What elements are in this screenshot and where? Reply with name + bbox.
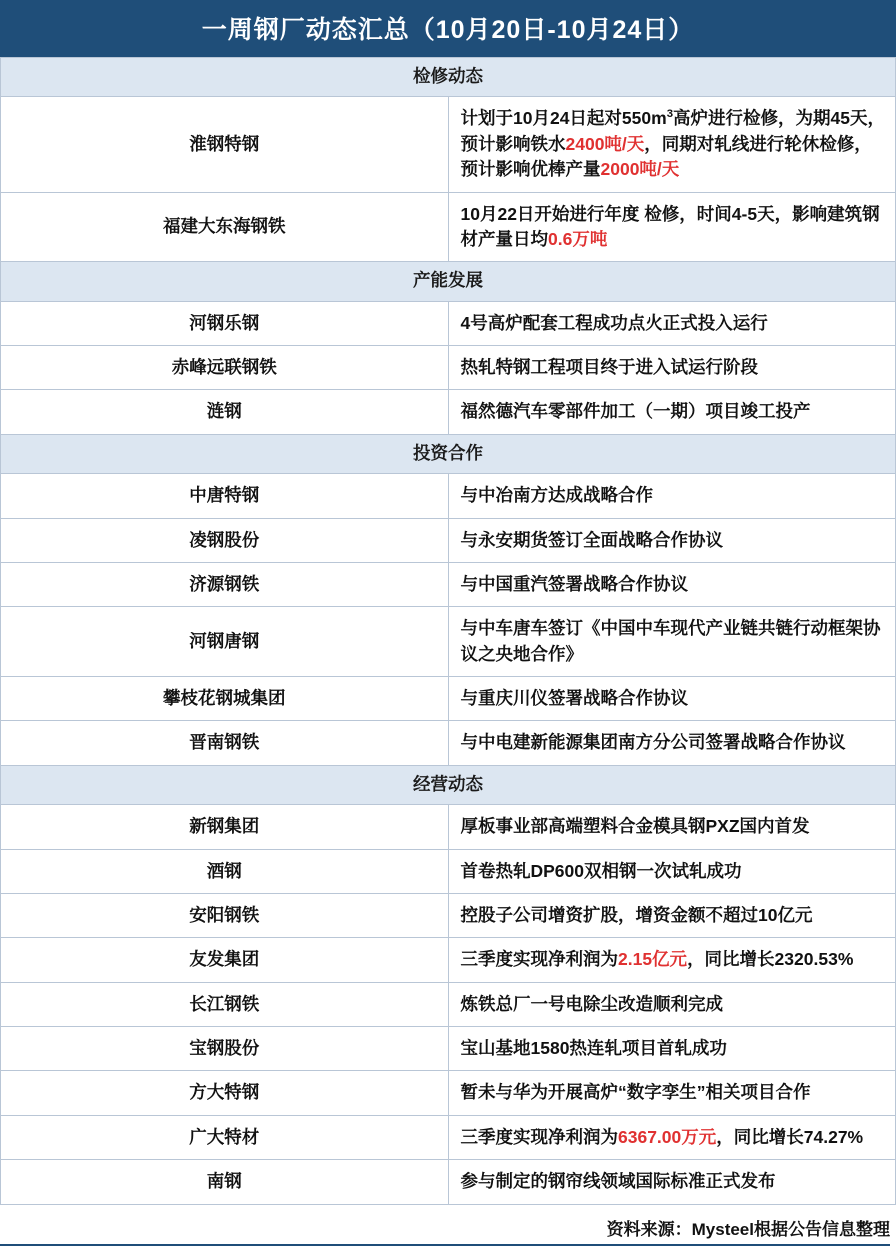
source-note: [0, 1205, 896, 1252]
company-news-text: [448, 1160, 896, 1204]
page-title: 一周钢厂动态汇总（10月20日-10月24日）: [0, 0, 896, 57]
section-heading: 产能发展: [1, 262, 896, 301]
table-row: [1, 1115, 896, 1159]
news-text-segment: 炼铁总厂一号电除尘改造顺利完成: [460, 993, 723, 1014]
news-text-segment: 首卷热轧DP600双相钢一次试轧成功: [460, 860, 742, 881]
company-name: 新钢集团: [1, 805, 449, 849]
company-news-text: [448, 301, 896, 345]
news-text-segment: 与中车唐车签订《中国中车现代产业链共链行动框架协议之央地合作》: [460, 618, 881, 664]
company-name: 福建大东海钢铁: [1, 192, 449, 262]
table-row: [1, 301, 896, 345]
news-text-segment: ，同期对轧线进行轮休检修，预计影响优棒产量: [460, 133, 872, 180]
company-news-text: [448, 97, 896, 192]
news-text-segment: 暂未与华为开展高炉“数字孪生”相关项目合作: [460, 1082, 811, 1103]
news-text-segment: 与永安期货签订全面战略合作协议: [460, 529, 723, 550]
news-text-segment: ，同比增长2320.53%: [687, 949, 854, 970]
table-row: [1, 1071, 896, 1115]
company-name: 南钢: [1, 1160, 449, 1204]
news-text-segment: ，同比增长74.27%: [716, 1126, 864, 1147]
company-news-text: [448, 518, 896, 562]
company-news-text: [448, 607, 896, 677]
table-row: [1, 721, 896, 765]
company-name: 宝钢股份: [1, 1027, 449, 1071]
table-row: [1, 1160, 896, 1204]
company-news-text: [448, 562, 896, 606]
table-row: [1, 805, 896, 849]
news-text-segment: 4号高炉配套工程成功点火正式投入运行: [460, 312, 768, 333]
news-text-segment: 三季度实现净利润为: [460, 949, 618, 970]
company-news-text: [448, 938, 896, 982]
table-body: [1, 58, 896, 1205]
news-text-segment: 与中冶南方达成战略合作: [460, 485, 653, 506]
table-row: [1, 849, 896, 893]
company-name: 河钢唐钢: [1, 607, 449, 677]
section-heading: 经营动态: [1, 765, 896, 804]
company-news-text: [448, 982, 896, 1026]
news-text-segment: 厚板事业部高端塑料合金模具钢PXZ国内首发: [460, 816, 810, 837]
company-name: 长江钢铁: [1, 982, 449, 1026]
company-name: 涟钢: [1, 390, 449, 434]
section-heading: 检修动态: [1, 58, 896, 97]
company-news-text: [448, 849, 896, 893]
table-row: [1, 346, 896, 390]
company-news-text: [448, 474, 896, 518]
section-header-row: [1, 434, 896, 473]
highlighted-figure: 6367.00万元: [618, 1126, 717, 1147]
highlighted-figure: 0.6万吨: [548, 228, 608, 249]
source-note-text: 资料来源：Mysteel根据公告信息整理: [606, 1219, 890, 1239]
table-row: [1, 97, 896, 192]
company-news-text: [448, 1071, 896, 1115]
company-name: 方大特钢: [1, 1071, 449, 1115]
table-row: [1, 192, 896, 262]
company-name: 河钢乐钢: [1, 301, 449, 345]
highlighted-figure: 2400吨/天: [565, 133, 645, 154]
company-news-text: [448, 1115, 896, 1159]
table-row: [1, 607, 896, 677]
company-name: 安阳钢铁: [1, 893, 449, 937]
news-text-segment: 参与制定的钢帘线领域国际标准正式发布: [460, 1171, 776, 1192]
section-header-row: [1, 765, 896, 804]
superscript-unit: 3: [666, 108, 674, 121]
company-news-text: [448, 390, 896, 434]
table-row: [1, 893, 896, 937]
table-row: [1, 1027, 896, 1071]
footer-divider: [0, 1244, 890, 1246]
company-name: 凌钢股份: [1, 518, 449, 562]
highlighted-figure: 2.15亿元: [618, 949, 688, 970]
news-text-segment: 10月22日开始进行年度 检修，时间4-5天，影响建筑钢材产量日均: [460, 203, 880, 249]
company-news-text: [448, 721, 896, 765]
news-text-segment: 宝山基地1580热连轧项目首轧成功: [460, 1038, 727, 1058]
section-header-row: [1, 58, 896, 97]
company-name: 中唐特钢: [1, 474, 449, 518]
table-row: [1, 562, 896, 606]
company-name: 广大特材: [1, 1115, 449, 1159]
section-heading: 投资合作: [1, 434, 896, 473]
table-row: [1, 982, 896, 1026]
company-news-text: [448, 346, 896, 390]
company-name: 济源钢铁: [1, 562, 449, 606]
company-news-text: [448, 805, 896, 849]
company-name: 赤峰远联钢铁: [1, 346, 449, 390]
company-news-text: [448, 1027, 896, 1071]
company-name: 晋南钢铁: [1, 721, 449, 765]
table-row: [1, 474, 896, 518]
table-row: [1, 390, 896, 434]
highlighted-figure: 2000吨/天: [600, 159, 680, 180]
news-text-segment: 与中电建新能源集团南方分公司签署战略合作协议: [460, 732, 846, 753]
company-news-text: [448, 893, 896, 937]
company-name: 友发集团: [1, 938, 449, 982]
section-header-row: [1, 262, 896, 301]
table-row: [1, 677, 896, 721]
summary-table: [0, 57, 896, 1205]
news-text-segment: 控股子公司增资扩股，增资金额不超过10亿元: [460, 904, 813, 925]
table-row: [1, 518, 896, 562]
news-text-segment: 三季度实现净利润为: [460, 1126, 618, 1147]
company-name: 淮钢特钢: [1, 97, 449, 192]
news-text-segment: 高炉进行检修，为期45天，预计影响铁水: [460, 108, 885, 154]
company-news-text: [448, 192, 896, 262]
table-row: [1, 938, 896, 982]
news-text-segment: 计划于10月24日起对550m: [460, 108, 667, 129]
company-name: 酒钢: [1, 849, 449, 893]
news-text-segment: 热轧特钢工程项目终于进入试运行阶段: [460, 357, 758, 377]
news-text-segment: 与重庆川仪签署战略合作协议: [460, 688, 688, 708]
news-text-segment: 福然德汽车零部件加工（一期）项目竣工投产: [460, 401, 811, 422]
company-news-text: [448, 677, 896, 721]
news-text-segment: 与中国重汽签署战略合作协议: [460, 573, 688, 594]
company-name: 攀枝花钢城集团: [1, 677, 449, 721]
